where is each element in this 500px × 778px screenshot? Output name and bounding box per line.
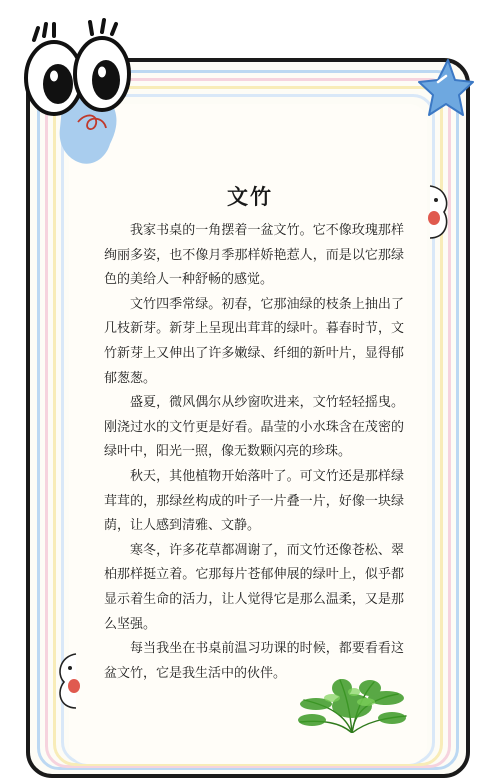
paragraph: 秋天，其他植物开始落叶了。可文竹还是那样绿茸茸的，那绿丝构成的叶子一片叠一片，好像一块绿荫，让人感到清雅、文静。 bbox=[104, 468, 404, 534]
doodle-face-left-icon bbox=[56, 650, 86, 712]
cartoon-eyes-icon bbox=[14, 18, 134, 118]
blue-star-icon bbox=[416, 58, 474, 120]
paragraph: 寒冬，许多花草都凋谢了，而文竹还像苍松、翠柏那样挺立着。它那每片苍郁伸展的绿叶上，似乎都显示着生命的活力，让人觉得它是那么温柔，又是那么坚强。 bbox=[104, 542, 404, 632]
article-title: 文竹 bbox=[227, 185, 273, 209]
paragraph: 每当我坐在书桌前温习功课的时候，都要看看这盆文竹，它是我生活中的伙伴。 bbox=[104, 641, 404, 681]
article-body bbox=[104, 219, 404, 686]
paragraph: 盛夏，微风偶尔从纱窗吹进来，文竹轻轻摇曳。刚浇过水的文竹更是好看。晶莹的小水珠含在茂密的绿叶中，阳光一照，像无数颗闪亮的珍珠。 bbox=[104, 395, 404, 460]
paragraph: 我家书桌的一角摆着一盆文竹。它不像玫瑰那样绚丽多姿，也不像月季那样娇艳惹人，而是以它那绿色的美给人一种舒畅的感觉。 bbox=[104, 223, 404, 288]
paragraph: 文竹四季常绿。初春，它那油绿的枝条上抽出了几枝新芽。新芽上呈现出茸茸的绿叶。暮春时节，文竹新芽上又伸出了许多嫩绿、纤细的新叶片，显得郁郁葱葱。 bbox=[104, 296, 404, 386]
